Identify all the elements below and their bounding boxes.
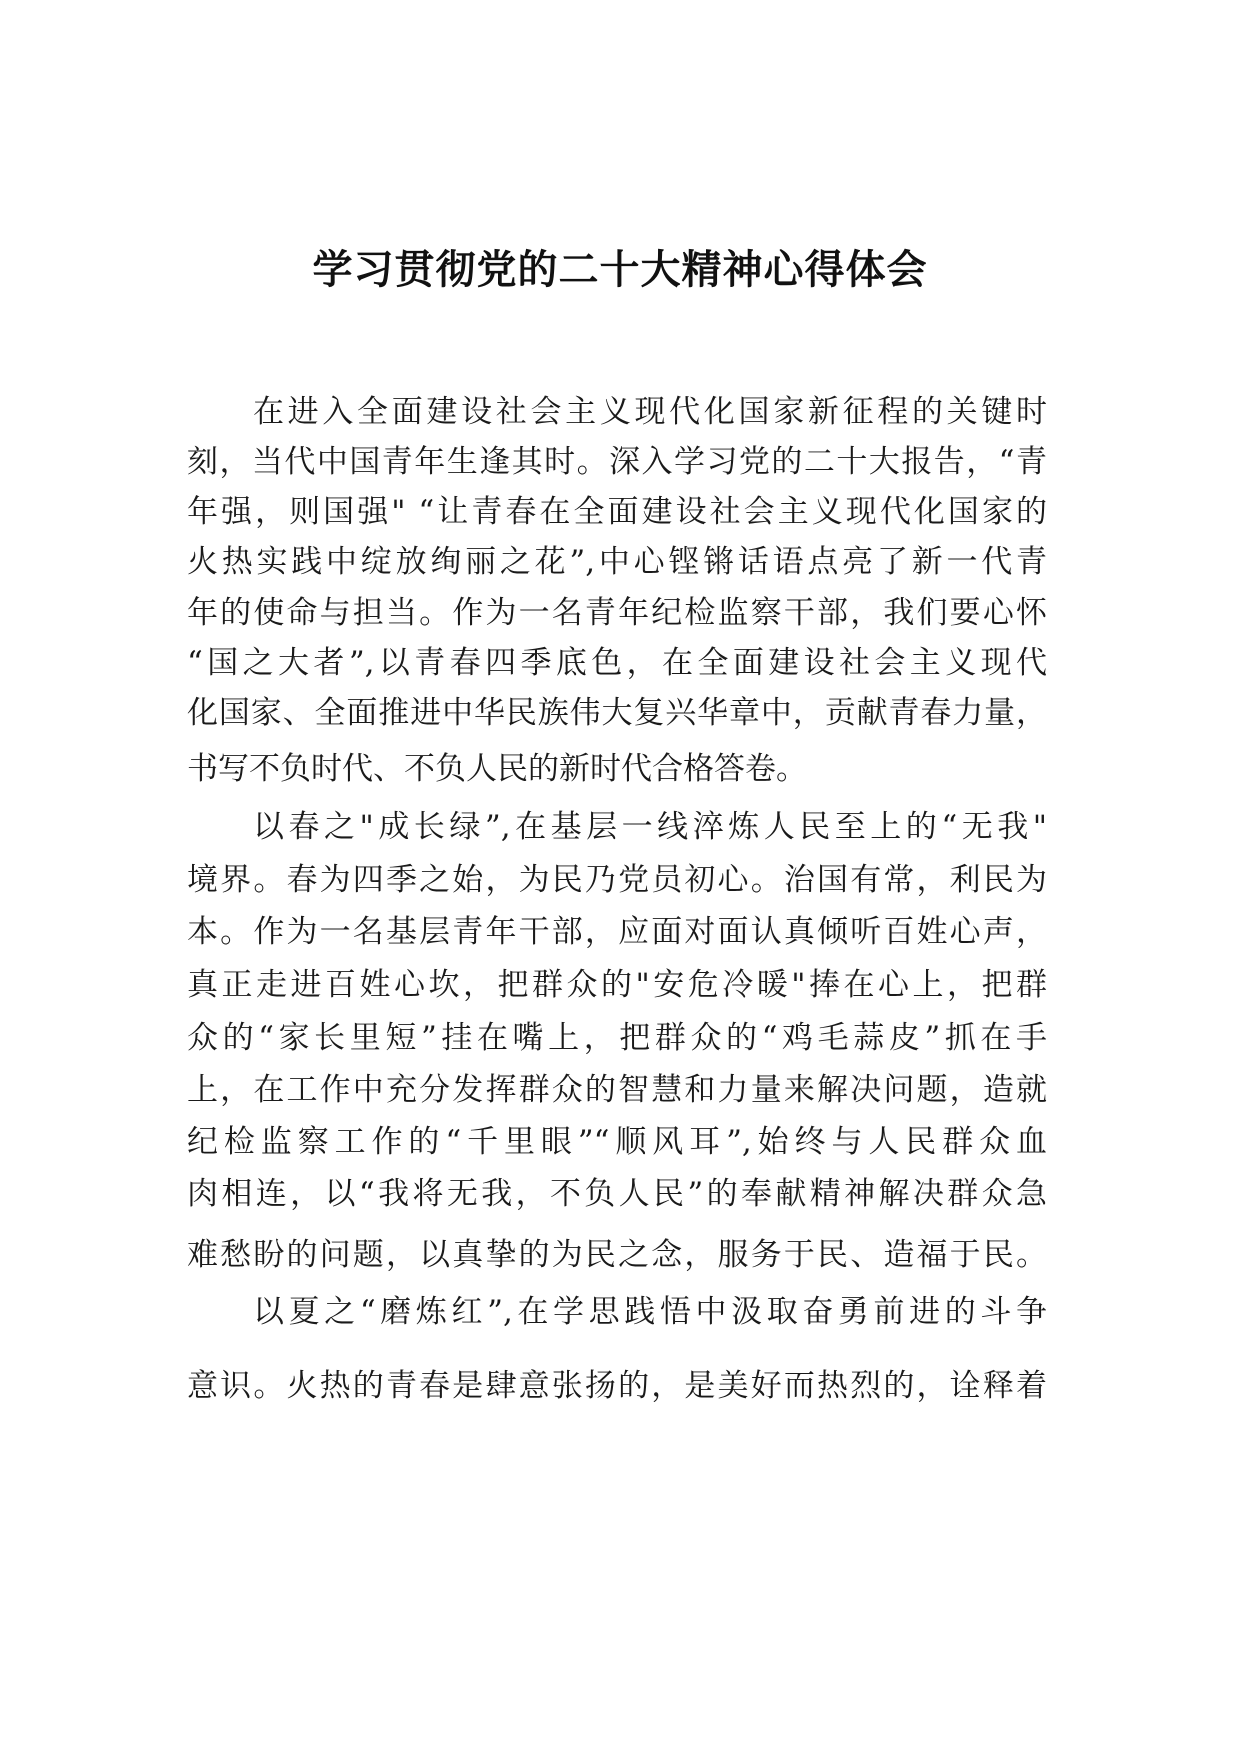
paragraph-1-line-1: 在进入全面建设社会主义现代化国家新征程的关键时: [253, 394, 1047, 430]
page-title: 学习贯彻党的二十大精神心得体会: [312, 247, 928, 293]
paragraph-3-line-1: 以夏之“磨炼红”,在学思践悟中汲取奋勇前进的斗争: [253, 1294, 1047, 1330]
paragraph-2-line-9: 难愁盼的问题，以真挚的为民之念，服务于民、造福于民。: [187, 1237, 1047, 1273]
paragraph-2-line-6: 上，在工作中充分发挥群众的智慧和力量来解决问题，造就: [187, 1072, 1047, 1108]
paragraph-1-line-7: 化国家、全面推进中华民族伟大复兴华章中，贡献青春力量，: [187, 695, 1047, 731]
paragraph-1-line-8: 书写不负时代、不负人民的新时代合格答卷。: [187, 751, 807, 787]
paragraph-2-line-4: 真正走进百姓心坎，把群众的"安危冷暖"捧在心上，把群: [187, 967, 1047, 1003]
paragraph-1-line-2: 刻，当代中国青年生逢其时。深入学习党的二十大报告，“青: [187, 444, 1047, 480]
paragraph-1-line-6: “国之大者”,以青春四季底色，在全面建设社会主义现代: [187, 645, 1047, 681]
paragraph-2-line-8: 肉相连，以“我将无我，不负人民”的奉献精神解决群众急: [187, 1176, 1047, 1212]
paragraph-2-line-1: 以春之"成长绿”,在基层一线淬炼人民至上的“无我": [253, 809, 1047, 845]
paragraph-2-line-3: 本。作为一名基层青年干部，应面对面认真倾听百姓心声，: [187, 914, 1047, 950]
paragraph-3-line-2: 意识。火热的青春是肆意张扬的，是美好而热烈的，诠释着: [187, 1368, 1047, 1404]
paragraph-2-line-5: 众的“家长里短”挂在嘴上，把群众的“鸡毛蒜皮”抓在手: [187, 1020, 1047, 1056]
paragraph-1-line-3: 年强，则国强" “让青春在全面建设社会主义现代化国家的: [187, 494, 1047, 530]
paragraph-1-line-5: 年的使命与担当。作为一名青年纪检监察干部，我们要心怀: [187, 595, 1047, 631]
paragraph-1-line-4: 火热实践中绽放绚丽之花”,中心铿锵话语点亮了新一代青: [187, 544, 1047, 580]
paragraph-2-line-7: 纪检监察工作的“千里眼”“顺风耳”,始终与人民群众血: [187, 1124, 1047, 1160]
paragraph-2-line-2: 境界。春为四季之始，为民乃党员初心。治国有常，利民为: [187, 862, 1047, 898]
